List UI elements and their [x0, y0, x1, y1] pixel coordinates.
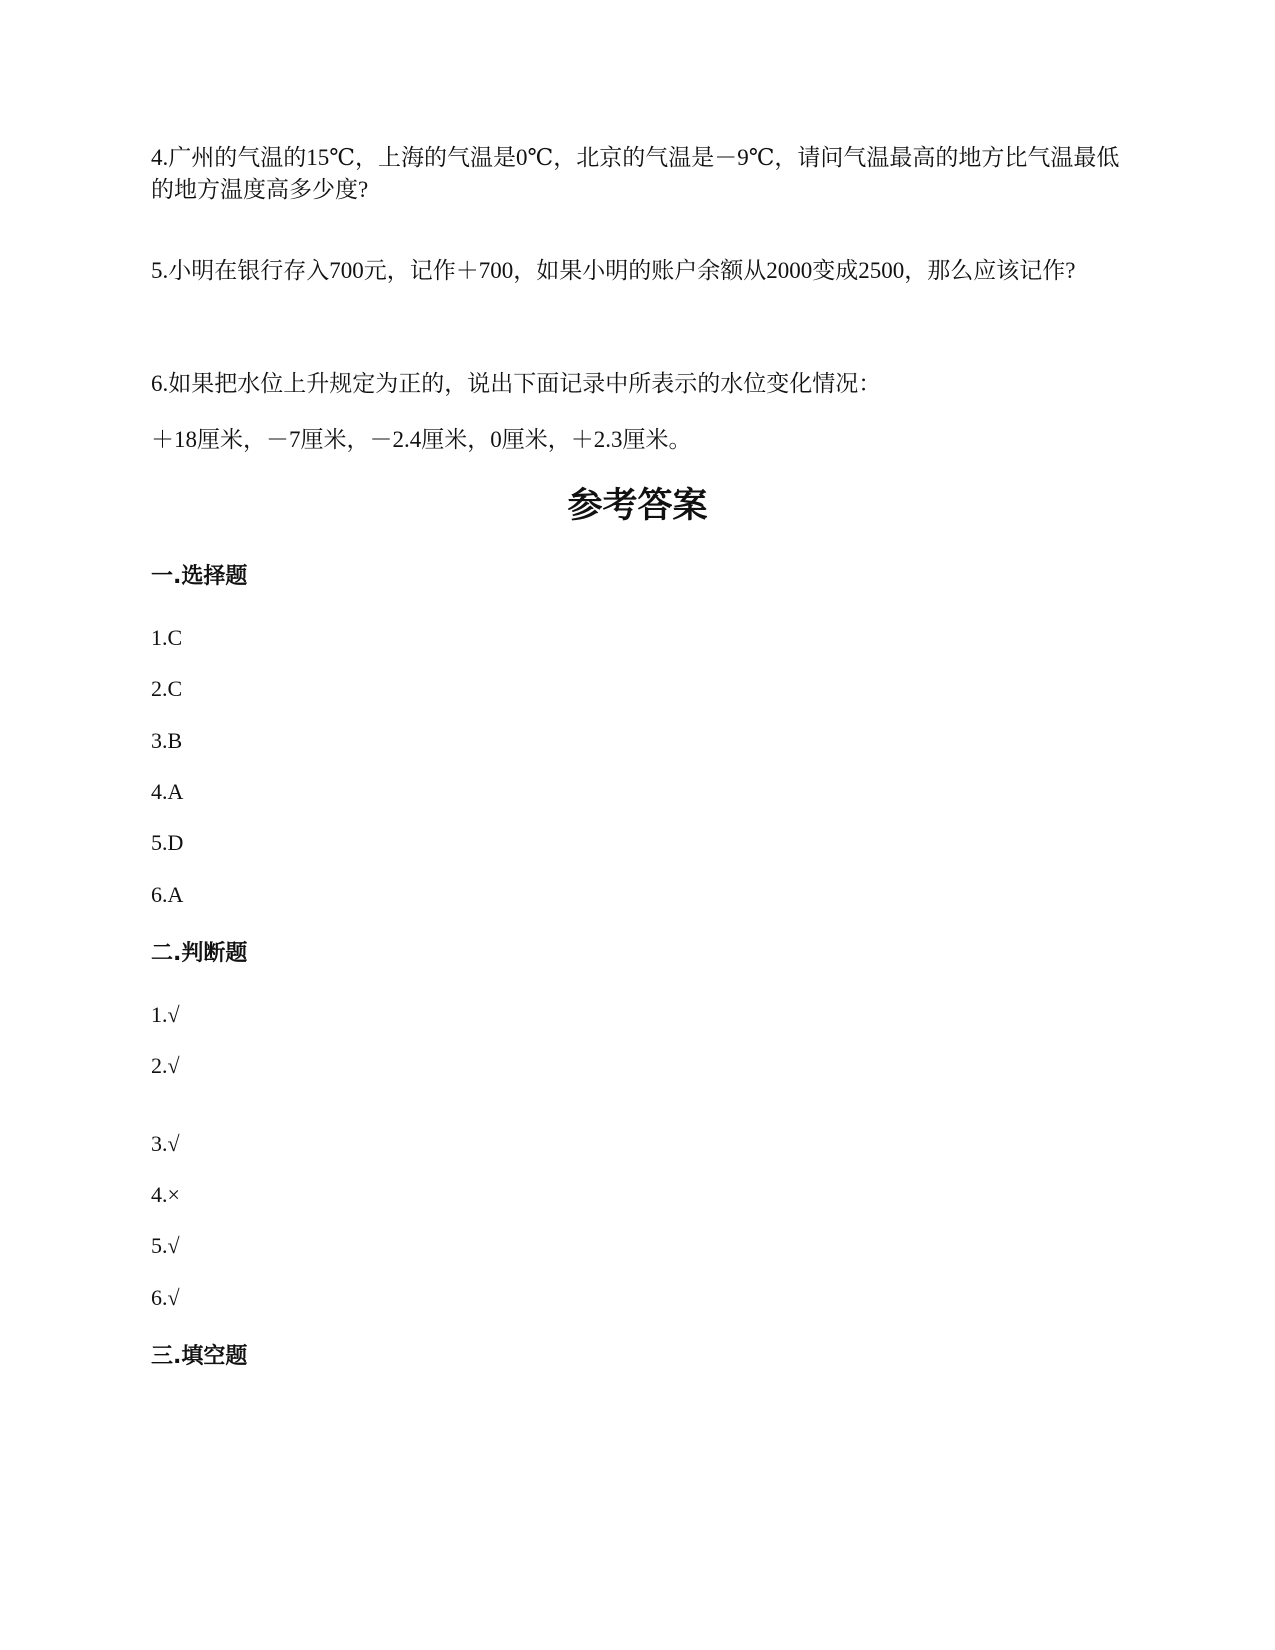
judge-answer-3: 3.√ [151, 1131, 180, 1156]
question-5: 5.小明在银行存入700元，记作＋700，如果小明的账户余额从2000变成2500，那么应该记作? [151, 258, 1076, 283]
section-judge-heading: 二.判断题 [151, 941, 248, 966]
section-choice-heading: 一.选择题 [151, 564, 248, 589]
choice-answer-4: 4.A [151, 779, 184, 804]
question-6: 6.如果把水位上升规定为正的，说出下面记录中所表示的水位变化情况： [151, 371, 882, 396]
choice-answer-5: 5.D [151, 830, 184, 855]
choice-answer-2: 2.C [151, 676, 183, 701]
choice-answer-3: 3.B [151, 728, 183, 753]
question-6-data: ＋18厘米，－7厘米，－2.4厘米，0厘米，＋2.3厘米。 [151, 427, 692, 452]
question-4: 4.广州的气温的15℃，上海的气温是0℃，北京的气温是－9℃，请问气温最高的地方比气温最低的地方温度高多少度? [151, 145, 1120, 202]
choice-answer-1: 1.C [151, 625, 183, 650]
judge-answer-4: 4.× [151, 1182, 180, 1207]
answers-title: 参考答案 [567, 486, 708, 526]
section-fill-heading: 三.填空题 [151, 1344, 248, 1369]
judge-answer-2: 2.√ [151, 1053, 180, 1078]
judge-answer-5: 5.√ [151, 1233, 180, 1258]
choice-answer-6: 6.A [151, 882, 184, 907]
judge-answer-1: 1.√ [151, 1002, 180, 1027]
judge-answer-6: 6.√ [151, 1285, 180, 1310]
